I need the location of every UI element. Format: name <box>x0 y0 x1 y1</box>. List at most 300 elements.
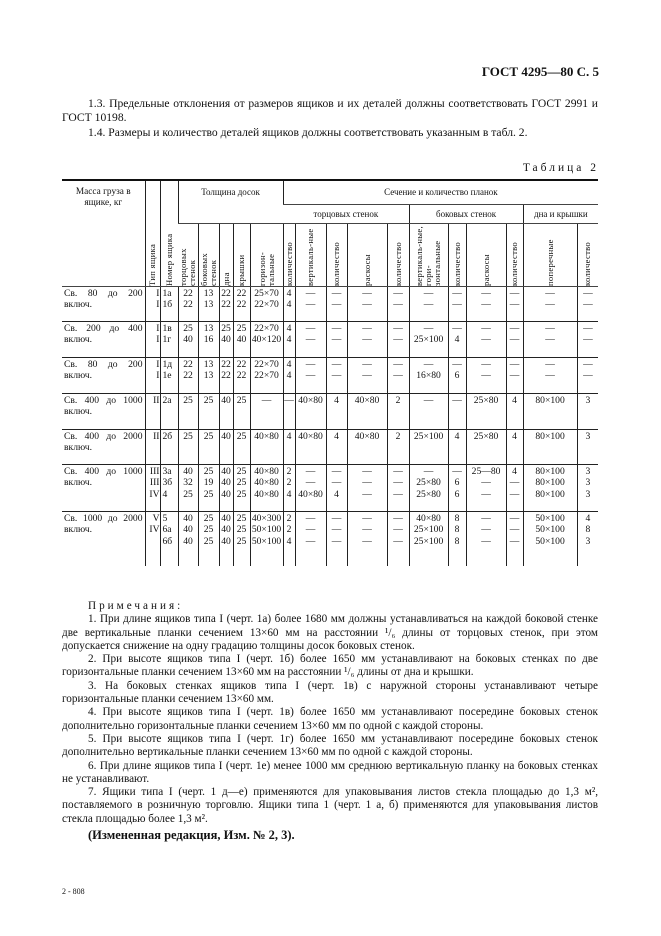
cell-line: — <box>331 358 342 370</box>
cell-line: 40×80 <box>416 512 441 524</box>
table-cell <box>295 464 326 511</box>
cell-line: 40×80 <box>254 477 279 488</box>
cell-line: — <box>393 358 403 370</box>
table-cell <box>160 321 178 357</box>
table-cell <box>250 321 283 357</box>
mass-line: включ. <box>64 477 93 488</box>
cell-line: 25 <box>203 465 214 477</box>
cell-line: — <box>481 287 491 299</box>
table-row-group <box>62 286 598 321</box>
cell-line: 22 <box>183 287 193 299</box>
mass-line: Св. 400 до 1000 <box>64 465 143 477</box>
cell-line: 25—80 <box>471 465 501 477</box>
table-cell <box>198 464 219 511</box>
cell-line: 3а <box>162 465 172 477</box>
table-cell <box>506 321 523 357</box>
paragraph-1-4: 1.4. Размеры и количество деталей ящиков должны соответствовать указанным в табл. 2. <box>88 126 528 139</box>
col-type: Тип ящика <box>147 243 157 286</box>
table-cell <box>178 357 198 393</box>
table-cell <box>145 321 160 357</box>
cell-line: — <box>393 524 403 535</box>
table-cell <box>523 321 577 357</box>
cell-line: — <box>305 322 316 334</box>
cell-line: 4 <box>286 358 292 370</box>
cell-line: 22×70 <box>254 299 279 310</box>
table-row-group <box>62 464 598 511</box>
cell-line: 4 <box>512 394 517 406</box>
cell-line: 6б <box>162 535 173 547</box>
col-number: Номер ящика <box>163 233 174 286</box>
cell-line: IV <box>149 524 160 535</box>
table-cell <box>219 464 233 511</box>
cell-line: 22 <box>221 358 231 370</box>
cell-line: 40×80 <box>298 430 323 442</box>
cell-line: 50×100 <box>535 535 565 547</box>
table-cell <box>145 286 160 321</box>
cell-line: 2 <box>286 465 292 477</box>
mass-cell <box>62 357 145 393</box>
table-cell <box>577 511 598 566</box>
table-cell <box>466 357 506 393</box>
cell-line: 25 <box>236 524 247 535</box>
table-cell <box>198 511 219 566</box>
cell-line: — <box>583 358 593 370</box>
cell-line: 22×70 <box>254 322 279 334</box>
table-cell <box>250 393 283 429</box>
table-cell <box>233 286 250 321</box>
cell-line: 32 <box>183 477 193 488</box>
cell-line: 1а <box>162 287 172 299</box>
table-cell <box>326 357 347 393</box>
table-cell <box>409 429 448 464</box>
cell-line: 80×100 <box>535 477 565 488</box>
cell-line: — <box>261 394 272 406</box>
cell-line: — <box>452 465 462 477</box>
cell-line: 40×80 <box>254 488 279 500</box>
cell-line: 22 <box>236 287 247 299</box>
cell-line: 2а <box>162 394 172 406</box>
table-cell <box>466 511 506 566</box>
cell-line: 40 <box>221 430 231 442</box>
cell-line: 4 <box>286 334 292 345</box>
table-cell <box>448 357 466 393</box>
cell-line: 25×100 <box>413 535 444 547</box>
table-cell <box>198 286 219 321</box>
table-cell <box>145 429 160 464</box>
table-cell <box>326 429 347 464</box>
table-cell <box>145 464 160 511</box>
cell-line: 50×100 <box>251 535 282 547</box>
table-cell <box>577 286 598 321</box>
cell-line: 4 <box>286 299 292 310</box>
cell-line: 50×100 <box>251 524 282 535</box>
table-cell <box>295 321 326 357</box>
cell-line: — <box>393 488 403 500</box>
note-item: 6. При длине ящиков типа I (черт. 1е) менее 1000 мм среднюю вертикальную планку на боковых стенках не устанавливают. <box>62 759 598 785</box>
table-cell <box>387 286 409 321</box>
cell-line: — <box>481 488 491 500</box>
cell-line: 40 <box>221 465 231 477</box>
mass-line: Св. 400 до 1000 <box>64 394 143 406</box>
cell-line: 1д <box>162 358 173 370</box>
table-row-group <box>62 429 598 464</box>
cell-line: 3 <box>585 477 591 488</box>
cell-line: 25×80 <box>473 430 499 442</box>
cell-line: — <box>284 394 294 406</box>
cell-line: 2 <box>395 430 401 442</box>
cell-line: I <box>156 322 160 334</box>
cell-line: 25 <box>236 465 247 477</box>
cell-line: 22 <box>236 299 247 310</box>
cell-line: 80×100 <box>535 488 565 500</box>
table-cell <box>233 321 250 357</box>
table-caption: Таблица 2 <box>522 162 599 174</box>
cell-line: 40×80 <box>298 488 323 500</box>
cell-line: — <box>362 512 372 524</box>
table-cell <box>160 464 178 511</box>
cell-line: — <box>305 512 316 524</box>
col-3-header: дна <box>220 271 231 286</box>
table-cell <box>250 464 283 511</box>
table-cell <box>523 357 577 393</box>
col-11-header: вертикаль-ные, гори-зонтальные <box>414 225 443 286</box>
table-cell <box>283 429 295 464</box>
cell-line: — <box>331 465 342 477</box>
cell-line: 25 <box>183 394 193 406</box>
amendment-note: (Измененная редакция, Изм. № 2, 3). <box>88 828 295 843</box>
cell-line: — <box>583 370 593 381</box>
cell-line: — <box>481 322 491 334</box>
cell-line: — <box>331 512 342 524</box>
cell-line: 4 <box>286 322 292 334</box>
cell-line: 3 <box>585 430 591 442</box>
note-item: 7. Ящики типа I (черт. 1 д—е) применяются для упаковывания листов стекла площадью до 1,3 м², поставляемого в розничную торговлю. Ящики типа 1 (черт. 1 а, б) применяются для упаковывания листов стекла площадью более 1,3 м². <box>62 786 598 825</box>
cell-line: — <box>481 535 491 547</box>
cell-line: 6 <box>454 488 460 500</box>
col-end-walls: торцовых стенок <box>283 204 409 223</box>
cell-line: 25×70 <box>254 287 279 299</box>
cell-line: — <box>509 322 520 334</box>
table-cell <box>178 393 198 429</box>
cell-line: 25 <box>203 394 214 406</box>
table-cell <box>295 357 326 393</box>
cell-line: — <box>423 394 434 406</box>
cell-line: — <box>481 334 491 345</box>
table-cell <box>347 429 387 464</box>
cell-line: — <box>452 394 462 406</box>
cell-line: 16×80 <box>416 370 441 381</box>
mass-cell <box>62 464 145 511</box>
cell-line: — <box>362 334 372 345</box>
cell-line: 40 <box>236 334 247 345</box>
cell-line: 40×80 <box>354 430 380 442</box>
cell-line: 22 <box>221 287 231 299</box>
table-cell <box>283 464 295 511</box>
table-cell <box>506 286 523 321</box>
cell-line <box>146 536 160 548</box>
table-cell <box>219 286 233 321</box>
col-mass: Масса груза в ящике, кг <box>62 180 145 286</box>
cell-line: — <box>305 299 316 310</box>
table-cell <box>219 429 233 464</box>
col-4-header: крышки <box>236 254 246 286</box>
cell-line: 40×80 <box>254 430 279 442</box>
cell-line: 40×300 <box>251 512 282 524</box>
table-cell <box>448 393 466 429</box>
cell-line: 3 <box>585 535 591 547</box>
table-cell <box>347 321 387 357</box>
cell-line: 25 <box>236 488 247 500</box>
cell-line: — <box>393 299 403 310</box>
paragraph-1-3: 1.3. Предельные отклонения от размеров ящиков и их деталей должны соответствовать ГОСТ 2991 и ГОСТ 10198. <box>62 97 598 124</box>
cell-line: 25 <box>236 394 247 406</box>
cell-line: 40 <box>183 535 193 547</box>
cell-line: 1в <box>162 322 172 334</box>
cell-line: — <box>481 512 491 524</box>
cell-line: — <box>509 488 520 500</box>
cell-line: 13 <box>203 299 214 310</box>
cell-line: — <box>393 322 403 334</box>
cell-line: — <box>545 322 555 334</box>
cell-line: 8 <box>454 512 460 524</box>
cell-line: 25 <box>236 322 247 334</box>
table-cell <box>295 511 326 566</box>
table-cell <box>233 429 250 464</box>
table-cell <box>295 393 326 429</box>
cell-line: — <box>305 358 316 370</box>
table-cell <box>466 393 506 429</box>
cell-line: 4 <box>286 370 292 381</box>
table-cell <box>506 357 523 393</box>
col-9-header: раскосы <box>361 253 372 286</box>
table-cell <box>250 357 283 393</box>
cell-line: 3 <box>585 488 591 500</box>
cell-line: — <box>393 512 403 524</box>
table-cell <box>160 429 178 464</box>
notes-title: Примечания: <box>88 600 184 612</box>
cell-line: 40×80 <box>254 465 279 477</box>
cell-line: 22×70 <box>254 370 279 381</box>
table-cell <box>283 286 295 321</box>
table-cell <box>347 286 387 321</box>
table-cell <box>523 286 577 321</box>
cell-line: — <box>509 334 520 345</box>
table-cell <box>506 393 523 429</box>
table-cell <box>409 393 448 429</box>
cell-line: I <box>156 299 160 310</box>
cell-line: 3 <box>585 465 591 477</box>
mass-cell <box>62 429 145 464</box>
cell-line: 16 <box>203 334 214 345</box>
notes <box>62 600 598 842</box>
cell-line: 25 <box>183 322 193 334</box>
cell-line: — <box>423 358 434 370</box>
table-cell <box>577 357 598 393</box>
cell-line: 22 <box>183 370 193 381</box>
cell-line: III <box>149 465 160 477</box>
cell-line: — <box>331 535 342 547</box>
table-cell <box>198 321 219 357</box>
cell-line: II <box>153 430 160 442</box>
table-cell <box>233 393 250 429</box>
col-side-walls: боковых стенок <box>409 204 523 223</box>
cell-line: 6 <box>454 477 460 488</box>
table-cell <box>523 429 577 464</box>
table-cell <box>160 286 178 321</box>
cell-line: — <box>331 370 342 381</box>
cell-line: — <box>583 334 593 345</box>
col-6-header: количество <box>283 241 294 286</box>
cell-line: 40 <box>221 535 231 547</box>
col-1-header: торцовых стенок <box>177 247 197 286</box>
cell-line: III <box>149 477 160 488</box>
cell-line: — <box>305 370 316 381</box>
cell-line: 2 <box>286 512 292 524</box>
table-cell <box>295 429 326 464</box>
table-cell <box>448 286 466 321</box>
cell-line: — <box>509 287 520 299</box>
table-cell <box>145 511 160 566</box>
cell-line: — <box>305 524 316 535</box>
table-cell <box>466 429 506 464</box>
col-13-header: раскосы <box>480 253 491 286</box>
cell-line: — <box>362 535 372 547</box>
cell-line: 25×100 <box>413 430 444 442</box>
col-thickness: Толщина досок <box>178 180 283 223</box>
cell-line: 4 <box>454 334 460 345</box>
table-cell <box>448 429 466 464</box>
cell-line: — <box>509 299 520 310</box>
page-footer: 2 - 808 <box>62 887 85 896</box>
cell-line: 8 <box>585 524 591 535</box>
table-2 <box>62 179 598 566</box>
cell-line: — <box>481 299 491 310</box>
cell-line: V <box>152 512 160 524</box>
table-cell <box>160 393 178 429</box>
cell-line: I <box>156 358 160 370</box>
cell-line: 25×80 <box>416 477 441 488</box>
cell-line: 13 <box>203 322 214 334</box>
cell-line: 40 <box>183 465 193 477</box>
table-cell <box>326 286 347 321</box>
cell-line: — <box>331 322 342 334</box>
cell-line: 80×100 <box>535 394 565 406</box>
cell-line: — <box>305 477 316 488</box>
cell-line: — <box>481 358 491 370</box>
cell-line: 40 <box>221 524 231 535</box>
cell-line: 4 <box>334 394 339 406</box>
cell-line: — <box>545 358 555 370</box>
cell-line: 4 <box>512 465 517 477</box>
cell-line: — <box>509 370 520 381</box>
cell-line: — <box>331 287 342 299</box>
table-cell <box>219 393 233 429</box>
cell-line: 40 <box>183 524 193 535</box>
cell-line: — <box>362 358 372 370</box>
mass-cell <box>62 393 145 429</box>
cell-line: 25 <box>203 488 214 500</box>
col-7-header: вертикаль-ные <box>305 228 316 286</box>
table-cell <box>283 511 295 566</box>
cell-line: — <box>305 535 316 547</box>
table-cell <box>409 286 448 321</box>
col-bottom-lid: дна и крышки <box>523 204 598 223</box>
cell-line: — <box>362 477 372 488</box>
cell-line: 50×100 <box>535 512 565 524</box>
cell-line: — <box>452 358 462 370</box>
table-cell <box>577 393 598 429</box>
table-cell <box>347 357 387 393</box>
cell-line: — <box>393 334 403 345</box>
table-cell <box>160 511 178 566</box>
cell-line: 22 <box>183 299 193 310</box>
cell-line: 4 <box>162 488 168 500</box>
cell-line: 40 <box>221 488 231 500</box>
table-cell <box>409 511 448 566</box>
table-cell <box>178 464 198 511</box>
cell-line: 1г <box>162 334 172 345</box>
cell-line: 2 <box>286 524 292 535</box>
table-cell <box>178 321 198 357</box>
cell-line: — <box>423 287 434 299</box>
table-cell <box>326 393 347 429</box>
cell-line: — <box>509 524 520 535</box>
cell-line: — <box>362 524 372 535</box>
col-16-header: количество <box>582 241 593 286</box>
cell-line: — <box>423 299 434 310</box>
cell-line: 40 <box>183 334 193 345</box>
cell-line: 40 <box>221 334 231 345</box>
table-cell <box>145 357 160 393</box>
cell-line: I <box>156 370 160 381</box>
mass-line: Св. 1000 до 2000 <box>64 512 143 524</box>
note-item: 3. На боковых стенках ящиков типа I (черт. 1в) с наружной стороны устанавливают четыре горизонтальные планки сечением 13×60 мм. <box>62 679 598 706</box>
table-cell <box>219 321 233 357</box>
cell-line: — <box>423 322 434 334</box>
table-cell <box>387 393 409 429</box>
cell-line: 13 <box>203 358 214 370</box>
cell-line: — <box>305 334 316 345</box>
cell-line: — <box>583 287 593 299</box>
cell-line: 40×120 <box>251 334 282 345</box>
cell-line: 1б <box>162 299 173 310</box>
cell-line: 4 <box>286 488 292 500</box>
table-row-group <box>62 393 598 429</box>
cell-line: 13 <box>203 370 214 381</box>
cell-line: 25×80 <box>473 394 499 406</box>
table-cell <box>283 357 295 393</box>
cell-line: — <box>393 477 403 488</box>
cell-line: 13 <box>203 287 214 299</box>
table-cell <box>198 357 219 393</box>
page-header: ГОСТ 4295—80 С. 5 <box>481 64 599 79</box>
mass-line: Св. 400 до 2000 <box>64 430 143 442</box>
cell-line: — <box>452 299 462 310</box>
cell-line: — <box>393 370 403 381</box>
cell-line: — <box>509 535 520 547</box>
mass-line: Св. 80 до 200 <box>64 358 143 370</box>
table-cell <box>506 511 523 566</box>
table-cell <box>347 393 387 429</box>
table-cell <box>198 429 219 464</box>
note-item: 4. При высоте ящиков типа I (черт. 1в) более 1650 мм устанавливают посередине боковых стенок дополнительно горизонтальные планки сечением 13×60 мм по одной с каждой стороны. <box>62 706 598 732</box>
cell-line: 25 <box>236 477 247 488</box>
cell-line: 22 <box>183 358 193 370</box>
cell-line: 4 <box>585 512 591 524</box>
table-cell <box>577 464 598 511</box>
cell-line: 40 <box>221 477 231 488</box>
table-cell <box>178 286 198 321</box>
